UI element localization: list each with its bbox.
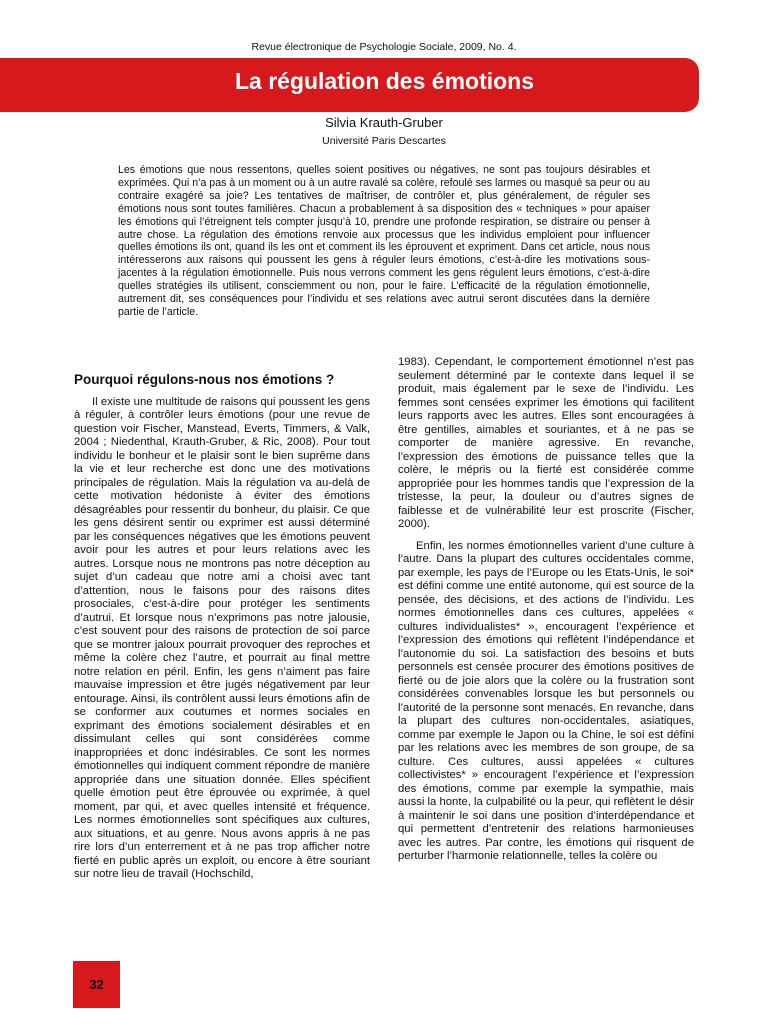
author-affiliation: Université Paris Descartes	[322, 135, 446, 147]
article-title: La régulation des émotions	[234, 68, 535, 94]
section-heading: Pourquoi régulons-nous nos émotions ?	[74, 372, 335, 387]
page-number: 32	[73, 961, 120, 1008]
title-banner	[0, 58, 699, 112]
abstract	[118, 164, 650, 319]
body-paragraph: 1983). Cependant, le comportement émotionnel n’est pas seulement déterminé par le contexte dans lequel il se produit, mais également par le sexe de l’individu. Les femmes sont censées exprimer les émotions qui facilitent leurs rapports avec les autres. Elles sont encouragées à être gentilles, aimables et souriantes, et à ne pas se comporter de manière agressive. En revanche, l’expression des émotions de puissance telles que la colère, le mépris ou la fierté est considérée comme appropriée pour les hommes tandis que l’expression de la tristesse, la peur, la douleur ou d’autres signes de faiblesse et de vulnérabilité leur est proscrite (Fischer, 2000).	[398, 356, 694, 530]
body-paragraph: Enfin, les normes émotionnelles varient d’une culture à l’autre. Dans la plupart des cultures occidentales comme, par exemple, les pays de l’Europe ou les Etats-Unis, le soi* est défini comme une entité autonome, qui est source de la pensée, des décisions, et des actions de l’individu. Les normes émotionnelles dans ces cultures, appelées « cultures individualistes* », encouragent l’expérience et l’expression des émotions qui reflètent l’indépendance et l’autonomie du soi. La satisfaction des besoins et buts personnels est censée procurer des émotions positives de fierté ou de joie alors que la colère ou la frustration sont considérées convenables lorsque les but personnels ou l’autorité de la personne sont menacés. En revanche, dans la plupart des cultures non-occidentales, asiatiques, comme par exemple le Japon ou la Chine, le soi est défini par les relations avec les membres de son groupe, de sa culture. Ces cultures, aussi appelées « cultures collectivistes* » encouragent l’expérience et l’expression des émotions, comme par exemple la sympathie, mais aussi la honte, la culpabilité ou la peur, qui reflètent le désir à maintenir le soi dans une position d’interdépendance et qui permettent d’entretenir des relations harmonieuses avec les autres. Par contre, les émotions qui risquent de perturber l’harmonie relationnelle, telles la colère ou	[398, 539, 694, 862]
left-column	[74, 373, 370, 890]
author-name: Silvia Krauth-Gruber	[325, 115, 443, 130]
journal-header: Revue électronique de Psychologie Sociale, 2009, No. 4.	[251, 41, 517, 53]
right-column	[398, 356, 694, 872]
body-paragraph: Il existe une multitude de raisons qui poussent les gens à réguler, à contrôler leurs émotions (pour une revue de question voir Fischer, Manstead, Everts, Timmers, & Valk, 2004 ; Niedenthal, Krauth-Gruber, & Ric, 2008). Pour tout individu le bonheur et le plaisir sont le bien suprême dans la vie et leur recherche est donc une des motivations principales de régulation. Mais la régulation va au-delà de cette motivation hédoniste à éviter des émotions désagréables pour ressentir du bonheur, du plaisir. Ce que les gens désirent sentir ou exprimer est aussi déterminé par les conséquences négatives que les émotions peuvent avoir pour les autres et pour leurs relations avec les autres. Lorsque nous ne montrons pas notre déception au sujet d’un cadeau que notre ami a choisi avec tant d’attention, nous le faisons pour des raisons dites prosociales, c’est-à-dire pour protéger les sentiments d’autrui. Et lorsque nous n’exprimons pas notre jalousie, c’est souvent pour des raisons de protection de soi parce que se montrer jaloux pourrait provoquer des reproches et même la colère chez l’autre, et pourrait au final mettre notre relation en péril. Enfin, les gens n’aiment pas faire mauvaise impression et être jugés négativement par leur entourage. Ainsi, ils contrôlent aussi leurs émotions afin de se conformer aux coutumes et normes sociales en exprimant des émotions socialement désirables et en dissimulant celles qui sont considérées comme inappropriées et donc indésirables. Ce sont les normes émotionnelles qui indiquent comment répondre de manière appropriée dans une situation donnée. Elles spécifient quelle émotion peut être éprouvée ou exprimée, à quel moment, par qui, et avec quelles intensité et fréquence. Les normes émotionnelles sont spécifiques aux cultures, aux situations, et au genre. Nous avons appris à ne pas rire lors d’un enterrement et à ne pas trop afficher notre fierté en public après un exploit, ou encore à être souriant sur notre lieu de travail (Hochschild,	[74, 395, 370, 880]
abstract-text: Les émotions que nous ressentons, quelles soient positives ou négatives, ne sont pas toujours désirables et exprimées. Qui n’a pas à un moment ou à un autre ravalé sa colère, refoulé ses larmes ou masqué sa peur ou au contraire exagéré sa joie? Les tentatives de maîtriser, de contrôler et, plus généralement, de réguler ses émotions nous sont toutes familières. Chacun a probablement à sa disposition des « techniques » pour apaiser les émotions qui l’étreignent tels compter jusqu’à 10, prendre une profonde respiration, se distraire ou penser à autre chose. La régulation des émotions renvoie aux processus que les individus emploient pour influencer quelles émotions ils ont, quand ils les ont et comment ils les éprouvent et expriment. Dans cet article, nous nous intéresserons aux raisons qui poussent les gens à réguler leurs émotions, c’est-à-dire les motivations sous-jacentes à la régulation émotionnelle. Puis nous verrons comment les gens régulent leurs émotions, c’est-à-dire quelles stratégies ils utilisent, consciemment ou non, pour le faire. L’efficacité de la régulation émotionnelle, autrement dit, ses conséquences pour l’individu et ses relations avec autrui seront discutées dans la dernière partie de l’article.	[118, 164, 650, 318]
